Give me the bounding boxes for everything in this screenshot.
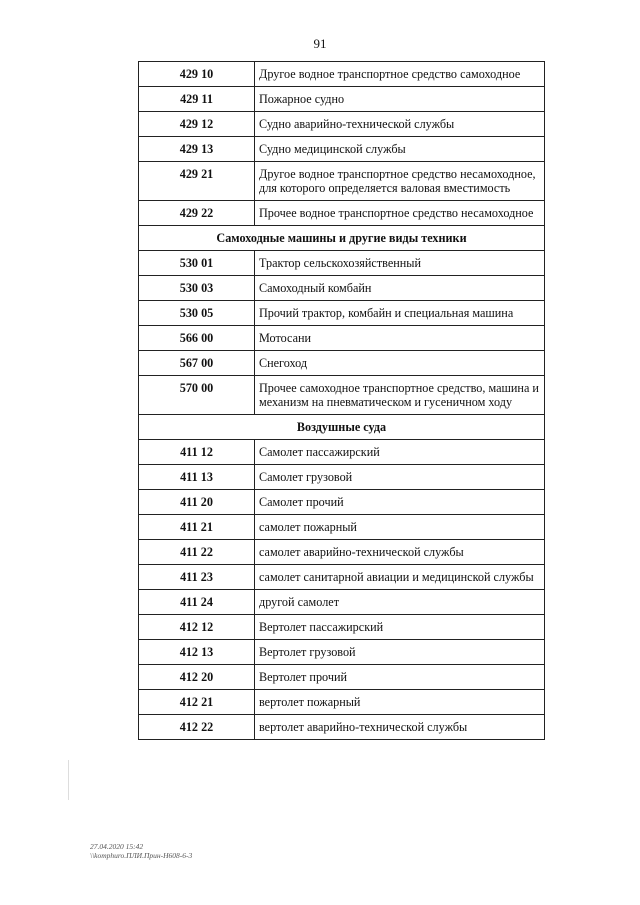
name-cell: Прочее самоходное транспортное средство, машина и механизм на пневматическом и гусеничном ходу [255,376,545,415]
table-row [139,351,545,376]
table-row [139,540,545,565]
name-cell: самолет аварийно-технической службы [255,540,545,565]
table-row [139,201,545,226]
code-cell: 411 22 [139,540,255,565]
code-cell: 412 12 [139,615,255,640]
code-cell: 429 10 [139,62,255,87]
code-cell: 411 21 [139,515,255,540]
table-row [139,690,545,715]
code-cell: 412 20 [139,665,255,690]
name-cell: Мотосани [255,326,545,351]
name-cell: Самолет пассажирский [255,440,545,465]
section-heading: Воздушные суда [139,415,545,440]
name-cell: Прочее водное транспортное средство несамоходное [255,201,545,226]
name-cell: Вертолет прочий [255,665,545,690]
name-cell: Судно аварийно-технической службы [255,112,545,137]
table-row [139,640,545,665]
code-cell: 429 22 [139,201,255,226]
table-row [139,715,545,740]
name-cell: Вертолет грузовой [255,640,545,665]
footer-timestamp: 27.04.2020 15:42 [90,842,144,851]
table-row [139,615,545,640]
name-cell: Судно медицинской службы [255,137,545,162]
table-row [139,490,545,515]
section-row [139,226,545,251]
name-cell: Самолет прочий [255,490,545,515]
code-cell: 530 05 [139,301,255,326]
code-cell: 530 03 [139,276,255,301]
code-cell: 411 24 [139,590,255,615]
section-heading: Самоходные машины и другие виды техники [139,226,545,251]
code-cell: 567 00 [139,351,255,376]
code-cell: 570 00 [139,376,255,415]
code-cell: 411 12 [139,440,255,465]
name-cell: вертолет аварийно-технической службы [255,715,545,740]
table-row [139,515,545,540]
document-footer [90,842,192,860]
page-number: 91 [313,36,327,51]
name-cell: Трактор сельскохозяйственный [255,251,545,276]
table-row [139,87,545,112]
table-row [139,465,545,490]
table-row [139,665,545,690]
table-row [139,326,545,351]
name-cell: Снегоход [255,351,545,376]
code-cell: 429 12 [139,112,255,137]
code-cell: 429 11 [139,87,255,112]
name-cell: самолет пожарный [255,515,545,540]
table-row [139,251,545,276]
table-row [139,62,545,87]
code-cell: 530 01 [139,251,255,276]
code-cell: 429 13 [139,137,255,162]
table-row [139,565,545,590]
code-cell: 411 23 [139,565,255,590]
table-row [139,440,545,465]
name-cell: Прочий трактор, комбайн и специальная машина [255,301,545,326]
code-cell: 429 21 [139,162,255,201]
name-cell: самолет санитарной авиации и медицинской службы [255,565,545,590]
table-row [139,162,545,201]
table-body [139,62,545,740]
name-cell: Вертолет пассажирский [255,615,545,640]
code-cell: 411 20 [139,490,255,515]
table-row [139,276,545,301]
table-row [139,112,545,137]
name-cell: Пожарное судно [255,87,545,112]
table-row [139,137,545,162]
code-cell: 566 00 [139,326,255,351]
table-row [139,376,545,415]
footer-path: \\komphuro.ПЛИ.Прин-Н608-6-3 [90,851,193,860]
code-cell: 412 22 [139,715,255,740]
name-cell: другой самолет [255,590,545,615]
name-cell: Самоходный комбайн [255,276,545,301]
name-cell: Другое водное транспортное средство несамоходное, для которого определяется валовая вместимость [255,162,545,201]
table-row [139,301,545,326]
section-row [139,415,545,440]
code-cell: 412 13 [139,640,255,665]
name-cell: вертолет пожарный [255,690,545,715]
classification-table [138,61,545,740]
table-row [139,590,545,615]
name-cell: Самолет грузовой [255,465,545,490]
code-cell: 412 21 [139,690,255,715]
name-cell: Другое водное транспортное средство самоходное [255,62,545,87]
code-cell: 411 13 [139,465,255,490]
scan-margin-line [68,760,69,800]
